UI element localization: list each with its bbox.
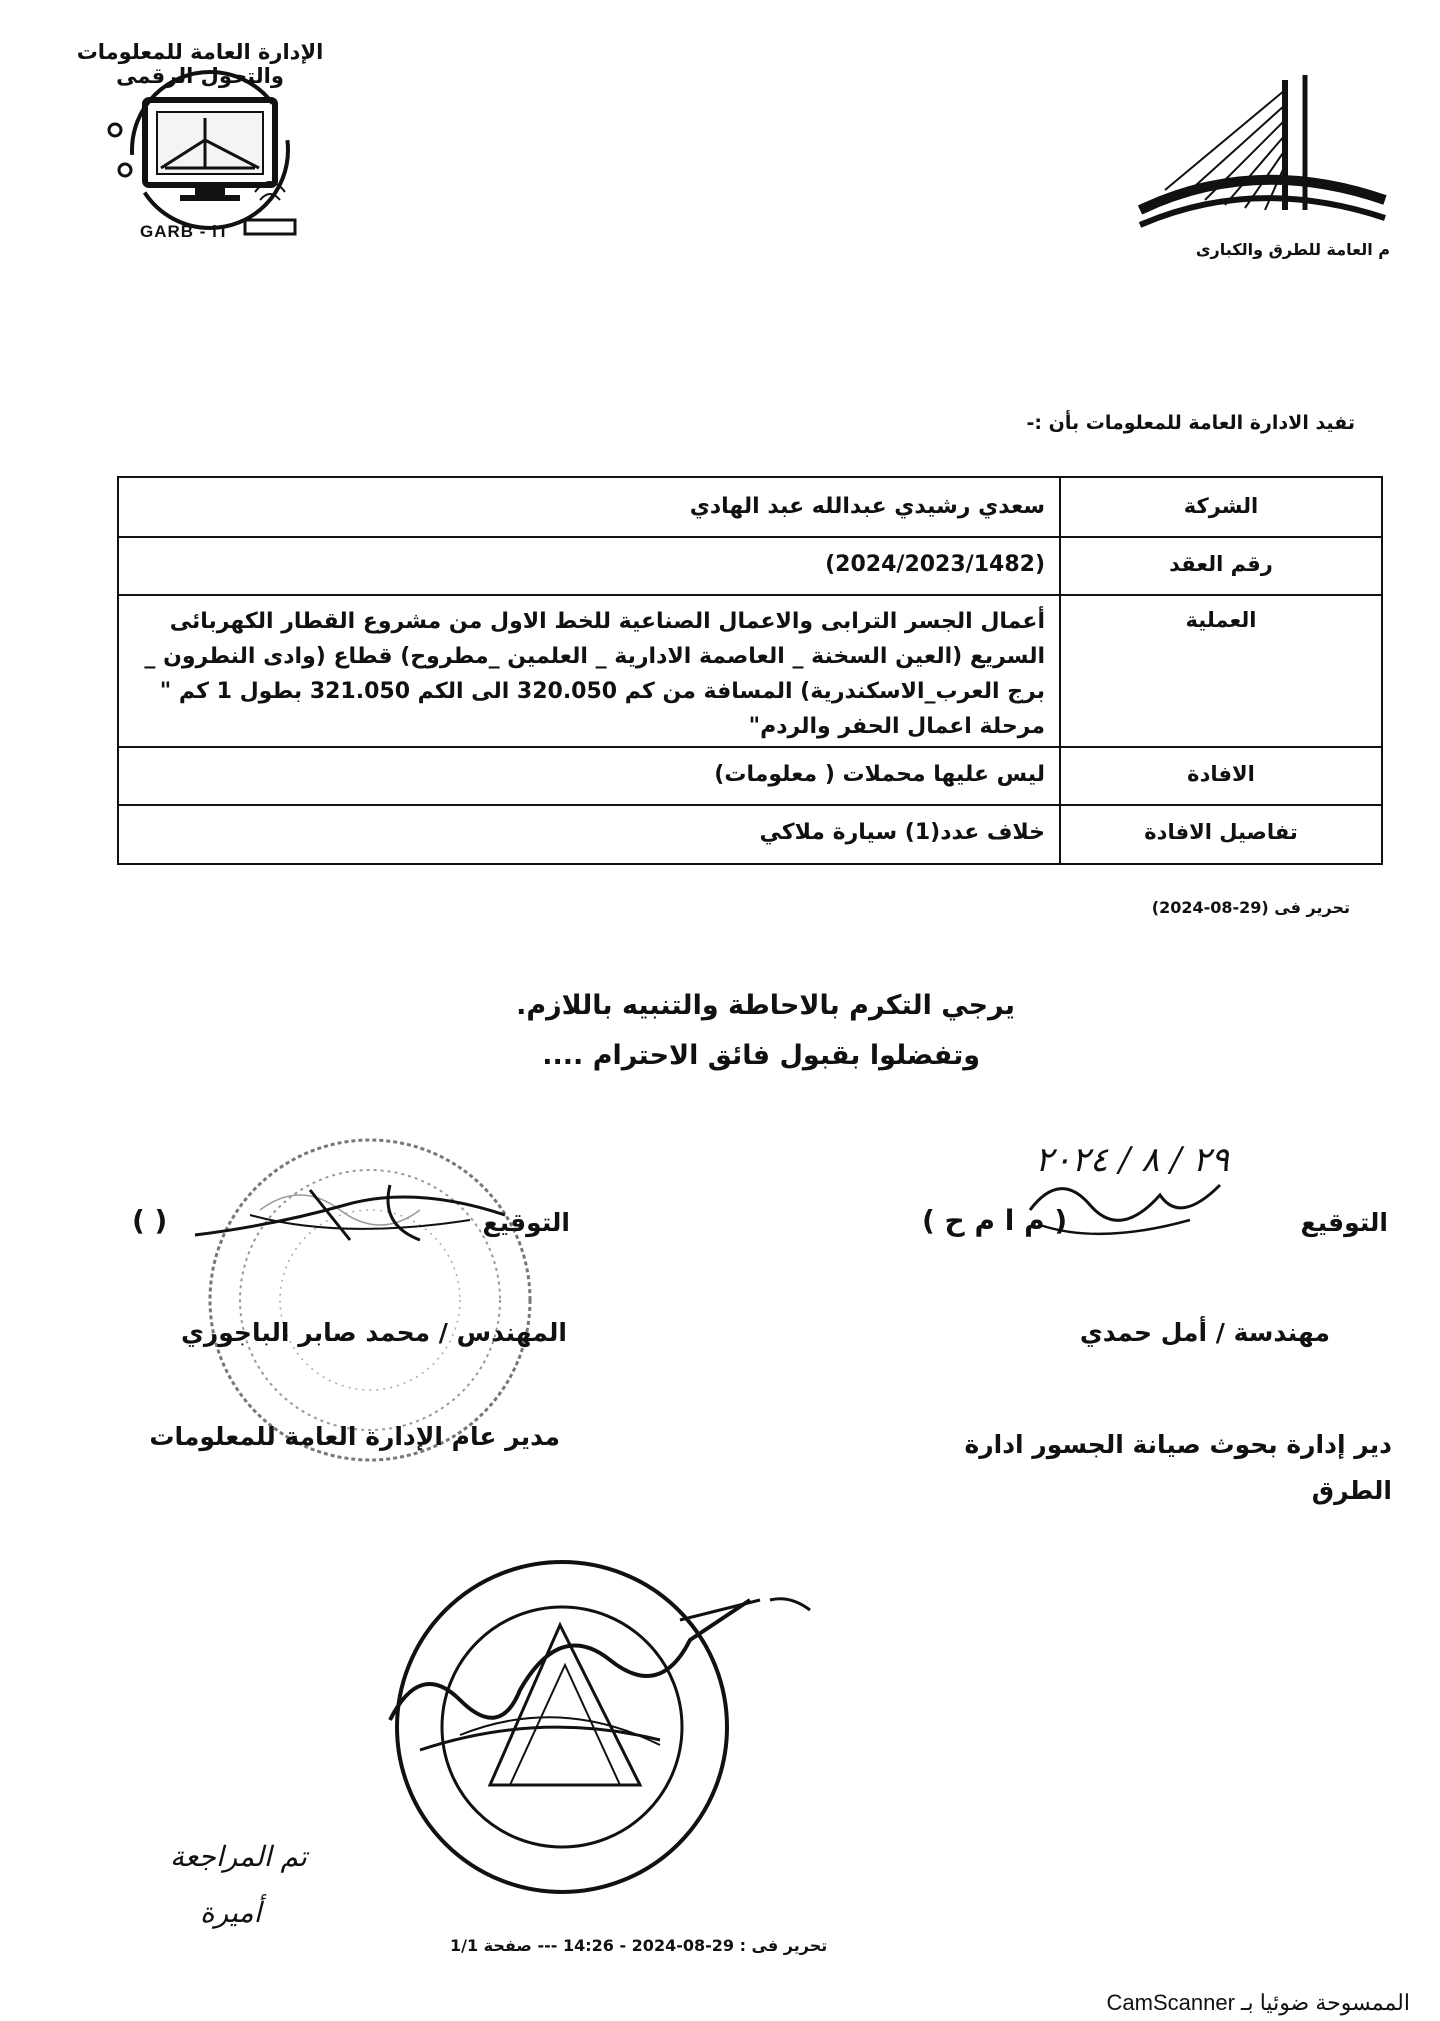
- signature-field-right: ( م ا م ح ): [922, 1204, 1068, 1237]
- handwritten-signature-left: [190, 1175, 520, 1265]
- handwritten-reviewer-name: أميرة: [200, 1896, 262, 1929]
- table-row: [119, 596, 1381, 748]
- label-operation: العملية: [1185, 608, 1257, 632]
- right-signer-title: دير إدارة بحوث صيانة الجسور ادارة الطرق: [964, 1430, 1392, 1505]
- signature-label-right: التوقيع: [1300, 1208, 1388, 1237]
- right-org-title: م العامة للطرق والكبارى: [1195, 240, 1390, 259]
- value-operation: أعمال الجسر الترابى والاعمال الصناعية للخط الاول من مشروع القطار الكهربائى السريع (العين السخنة _ العاصمة الادارية _ العلمين _مطروح) قطاع (وادى النطرون _ برج العرب_الاسكندرية) المسافة من كم 320.050 الى الكم 321.050 بطول 1 كم " مرحلة اعمال الحفر والردم": [144, 609, 1045, 739]
- details-table: [117, 476, 1383, 865]
- right-signer-name: مهندسة / أمل حمدي: [1079, 1318, 1330, 1347]
- label-result: الافادة: [1187, 762, 1255, 786]
- camscanner-watermark: الممسوحة ضوئيا بـ CamScanner: [1106, 1990, 1410, 2015]
- signature-field-left: ( ): [132, 1204, 168, 1237]
- closing-line-1: يرجي التكرم بالاحاطة والتنبيه باللازم.: [516, 990, 1015, 1021]
- handwritten-approval-signature: [380, 1590, 840, 1770]
- footer-print-info: تحرير فى : 29-08-2024 - 14:26 --- صفحة 1/1: [450, 1936, 828, 1955]
- intro-line: تفيد الادارة العامة للمعلومات بأن :-: [1026, 412, 1355, 434]
- table-row: [119, 748, 1381, 806]
- handwritten-review-note: تم المراجعة: [170, 1840, 307, 1873]
- garb-it-label: GARB - iT: [140, 222, 230, 241]
- label-result-details: تفاصيل الافادة: [1144, 820, 1298, 844]
- bridge-authority-logo: [1135, 60, 1385, 255]
- table-row: [119, 806, 1381, 864]
- signature-label-left: التوقيع: [482, 1208, 570, 1237]
- value-result-details: خلاف عدد(1) سيارة ملاكي: [759, 820, 1045, 845]
- label-company: الشركة: [1183, 494, 1259, 518]
- value-result: ليس عليها محملات ( معلومات): [714, 762, 1045, 787]
- left-org-title: الإدارة العامة للمعلومات والتحول الرقمى: [76, 40, 324, 88]
- issue-date: تحرير فى (29-08-2024): [1151, 898, 1350, 917]
- garb-it-logo: [95, 70, 325, 240]
- table-row: [119, 538, 1381, 596]
- table-row: [119, 478, 1381, 538]
- value-contract: (2024/2023/1482): [825, 552, 1045, 577]
- label-contract: رقم العقد: [1169, 552, 1273, 576]
- left-signer-name: المهندس / محمد صابر الباجوري: [180, 1318, 567, 1347]
- value-company: سعدي رشيدي عبدالله عبد الهادي: [689, 494, 1045, 519]
- handwritten-signature-right: [1020, 1160, 1240, 1240]
- closing-line-2: وتفضلوا بقبول فائق الاحترام ....: [542, 1040, 980, 1071]
- handwritten-date: ٢٩ / ٨ / ٢٠٢٤: [1035, 1140, 1229, 1180]
- left-signer-title: مدير عام الإدارة العامة للمعلومات: [149, 1422, 560, 1451]
